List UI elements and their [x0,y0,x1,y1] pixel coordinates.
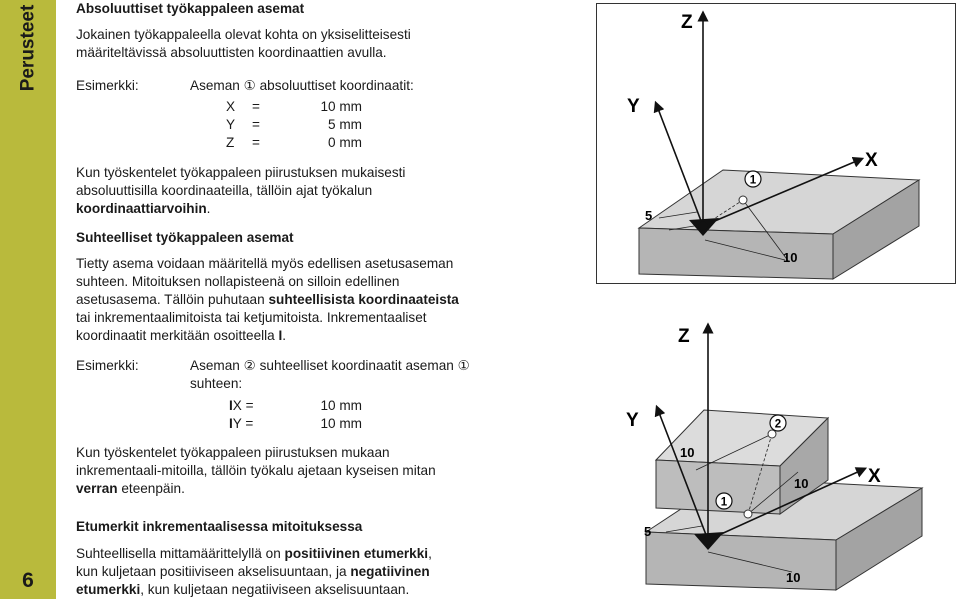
axis-label-x: X [868,466,881,487]
coord-axis: Y [232,416,242,431]
text-run: eteenpäin. [117,481,185,496]
origin-point [699,222,708,231]
punctuation: . [206,201,211,216]
sidebar [0,0,56,599]
figure-relative-drawing [596,300,954,595]
sidebar-title: Perusteet [17,4,39,92]
punctuation: . [282,328,287,343]
paragraph-line: Tietty asema voidaan määritellä myös edellisen asetusaseman [76,256,454,271]
text-run: , kun kuljetaan negatiiviseen akselisuuntaan. [140,582,410,597]
position-1-point [744,510,752,518]
position-2-label: 2 [774,418,782,431]
position-1-label: 1 [720,496,728,509]
page-number: 6 [22,569,34,592]
paragraph-line: Kun työskentelet työkappaleen piirustuksen mukaan [76,445,390,460]
axis-label-z: Z [678,326,690,347]
dimension-label-5: 5 [645,208,653,223]
coord-eq: = [252,99,260,114]
coord-prefix: I [229,416,233,431]
coord-eq: = [241,416,254,431]
section-heading-absolute: Absoluuttiset työkappaleen asemat [76,1,305,16]
dimension-label-10: 10 [794,476,809,491]
example-text: Aseman ② suhteelliset koordinaatit aseman ① [190,358,470,373]
paragraph-line: Kun työskentelet työkappaleen piirustuksen mukaisesti [76,165,406,180]
base-block-front [646,532,836,590]
paragraph-line: tai inkrementaalimitoista tai ketjumitoista. Inkrementaaliset [76,310,427,325]
incremental-coord [229,397,254,415]
coord-axis: Z [226,135,235,150]
paragraph-line: suhteen. Mitoituksen nollapisteenä on silloin edellinen [76,274,400,289]
paragraph-line [76,581,409,599]
paragraph-line [76,291,459,309]
text-run: asetusasema. Tällöin puhutaan [76,292,269,307]
figure-relative-coordinates [596,300,954,595]
bold-term: positiivinen etumerkki [284,546,429,561]
bold-term: I [278,328,283,343]
coord-axis: X [226,99,236,114]
bold-term: suhteellisista koordinaateista [268,292,459,307]
bold-term: koordinaattiarvoihin [76,201,207,216]
section-heading-signs: Etumerkit inkrementaalisessa mitoituksessa [76,519,363,534]
example-label: Esimerkki: [76,358,139,373]
paragraph-line: absoluuttisilla koordinaateilla, tällöin ajat työkalun [76,183,373,198]
bold-term: etumerkki [76,582,141,597]
text-run: Suhteellisella mittamäärittelyllä on [76,546,285,561]
paragraph-line [76,480,185,498]
text-run: kun kuljetaan positiiviseen akselisuuntaan, ja [76,564,351,579]
coord-eq: = [252,135,260,150]
paragraph-line: määriteltävissä absoluuttisten koordinaattien avulla. [76,45,387,60]
coord-prefix: I [229,398,233,413]
paragraph-line: Jokainen työkappaleella olevat kohta on yksiselitteisesti [76,27,411,42]
dimension-label-10: 10 [783,250,798,265]
axis-label-y: Y [627,96,640,117]
coord-eq: = [241,398,254,413]
position-2-point [768,430,776,438]
paragraph-line [76,200,210,218]
axis-label-y: Y [626,410,639,431]
axis-label-z: Z [681,12,693,33]
block-front [639,228,833,279]
coord-value: 10 mm [320,416,362,431]
axis-label-x: X [865,150,878,171]
figure-absolute-drawing [597,4,955,283]
punctuation: , [428,546,432,561]
bold-term: verran [76,481,118,496]
position-1-label: 1 [749,174,757,187]
coord-eq: = [252,117,260,132]
example-label: Esimerkki: [76,78,139,93]
paragraph-line: inkrementaali-mitoilla, tällöin työkalu ajetaan kyseisen mitan [76,463,436,478]
origin-point [704,536,713,545]
paragraph-line [76,563,430,581]
paragraph-line [76,327,286,345]
coord-value: 0 mm [328,135,362,150]
sidebar-title-box [2,2,54,94]
coord-axis: Y [226,117,236,132]
coord-value: 10 mm [320,398,362,413]
paragraph-line [76,545,432,563]
position-1-point [739,196,747,204]
dimension-label-10: 10 [680,445,695,460]
coord-value: 10 mm [320,99,362,114]
text-run: koordinaatit merkitään osoitteella [76,328,279,343]
dimension-label-5: 5 [644,524,652,539]
coord-axis: X [232,398,242,413]
coord-value: 5 mm [328,117,362,132]
incremental-coord [229,415,253,433]
section-heading-relative: Suhteelliset työkappaleen asemat [76,230,294,245]
example-text: suhteen: [190,376,243,391]
bold-term: negatiivinen [350,564,430,579]
dimension-label-10: 10 [786,570,801,585]
example-text: Aseman ① absoluuttiset koordinaatit: [190,78,414,93]
figure-absolute-coordinates [596,3,956,284]
